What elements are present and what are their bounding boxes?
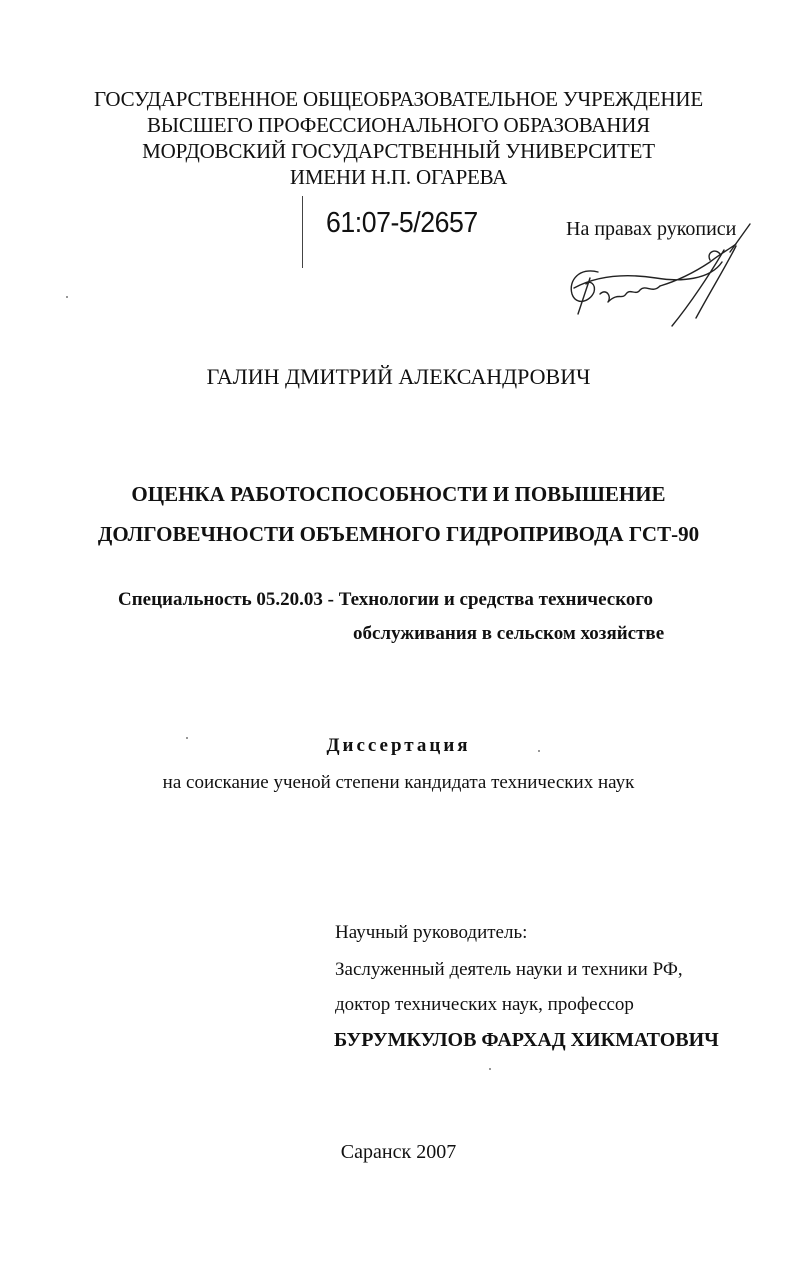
author-name: ГАЛИН ДМИТРИЙ АЛЕКСАНДРОВИЧ [206, 364, 591, 389]
scan-speck [186, 737, 188, 739]
handwritten-signature [560, 222, 760, 332]
scan-speck [489, 1068, 491, 1070]
degree-description: на соискание ученой степени кандидата технических наук [162, 772, 635, 793]
specialty-line-1: Специальность 05.20.03 - Технологии и средства технического [118, 589, 654, 610]
scan-speck [66, 296, 68, 298]
title-line-2: ДОЛГОВЕЧНОСТИ ОБЪЕМНОГО ГИДРОПРИВОДА ГСТ-90 [97, 522, 700, 546]
scan-speck [538, 750, 540, 752]
advisor-role: Научный руководитель: [335, 922, 528, 943]
institution-header [0, 86, 797, 190]
dissertation-title [0, 474, 797, 554]
advisor-honor: Заслуженный деятель науки и техники РФ, [335, 959, 683, 980]
specialty-line-2: обслуживания в сельском хозяйстве [353, 623, 665, 644]
catalog-code: 61:07-5/2657 [326, 207, 478, 239]
title-line-1: ОЦЕНКА РАБОТОСПОСОБНОСТИ И ПОВЫШЕНИЕ [131, 482, 666, 506]
institution-line-2: ВЫСШЕГО ПРОФЕССИОНАЛЬНОГО ОБРАЗОВАНИЯ [147, 113, 650, 137]
institution-line-1: ГОСУДАРСТВЕННОЕ ОБЩЕОБРАЗОВАТЕЛЬНОЕ УЧРЕЖДЕНИЕ [93, 87, 703, 111]
manuscript-rights-label: На правах рукописи [566, 218, 737, 240]
place-and-year: Саранск 2007 [340, 1141, 457, 1163]
advisor-name: БУРУМКУЛОВ ФАРХАД ХИКМАТОВИЧ [334, 1029, 719, 1051]
document-type: Диссертация [326, 735, 471, 756]
stamp-margin-line [302, 196, 303, 268]
institution-line-4: ИМЕНИ Н.П. ОГАРЕВА [289, 165, 508, 189]
institution-line-3: МОРДОВСКИЙ ГОСУДАРСТВЕННЫЙ УНИВЕРСИТЕТ [142, 139, 655, 163]
advisor-position: доктор технических наук, профессор [335, 994, 634, 1015]
